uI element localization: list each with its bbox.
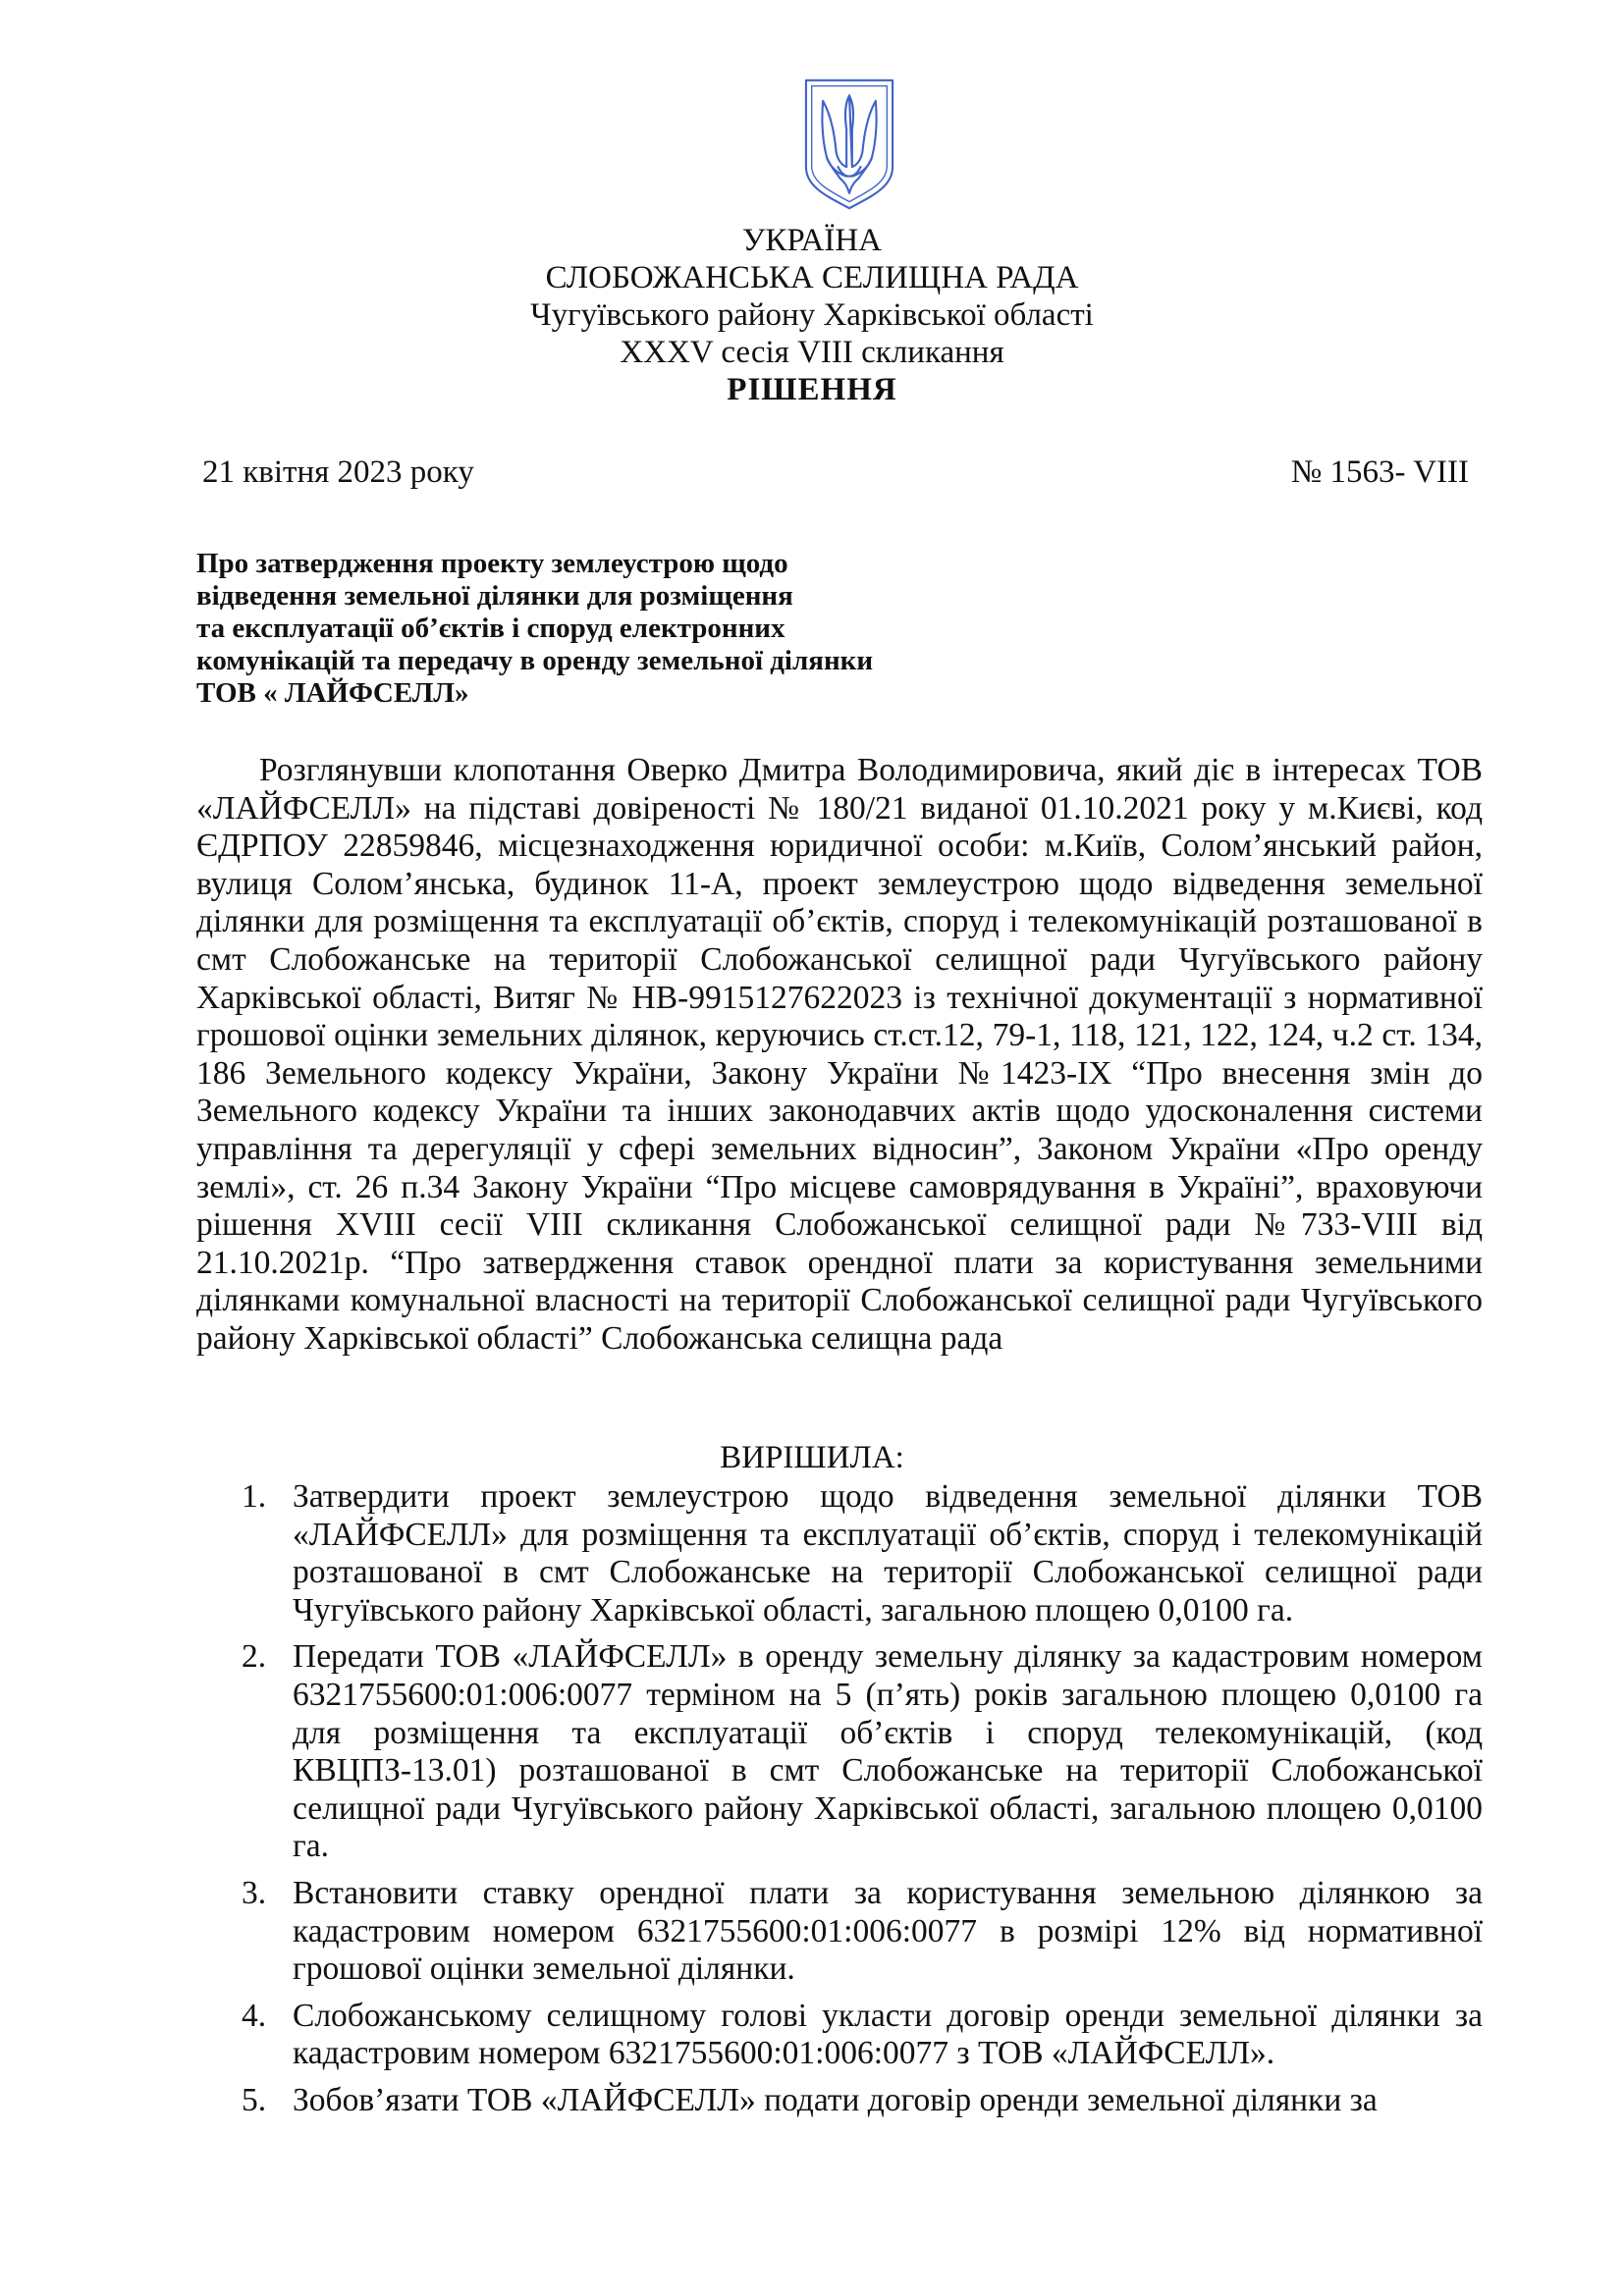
item-number: 3. (242, 1874, 267, 1911)
subject-line: комунікацій та передачу в оренду земельної ділянки (196, 645, 874, 676)
ukraine-trident-emblem-icon (802, 77, 896, 212)
document-type: РІШЕННЯ (727, 372, 897, 407)
decision-number: № 1563- VIII (1290, 454, 1469, 490)
subject-line: Про затвердження проекту землеустрою щодо (196, 548, 788, 579)
item-text: Зобов’язати ТОВ «ЛАЙФСЕЛЛ» подати договір оренди земельної ділянки за (293, 2081, 1378, 2118)
decision-date: 21 квітня 2023 року (202, 454, 474, 490)
subject-line: відведення земельної ділянки для розміщення (196, 580, 793, 612)
session-info: XXXV сесія VIII скликання (620, 335, 1004, 370)
decision-subject (196, 548, 1041, 710)
council-name: СЛОБОЖАНСЬКА СЕЛИЩНА РАДА (545, 260, 1079, 295)
item-number: 5. (242, 2081, 267, 2118)
resolution-item (196, 2082, 1483, 2120)
item-text: Передати ТОВ «ЛАЙФСЕЛЛ» в оренду земельну ділянку за кадастровим номером 6321755600:01:006:0077 терміном на 5 (п’ять) років загальною площею 0,0100 га для розміщення та експлуатації об’єктів і споруд телекомунікацій, (код КВЦПЗ-13.01) розташованої в смт Слобожанське на території Слобожанської селищної ради Чугуївського району Харківської області, загальною площею 0,0100 га. (293, 1638, 1483, 1865)
item-number: 1. (242, 1478, 267, 1515)
item-text: Затвердити проект землеустрою щодо відведення земельної ділянки ТОВ «ЛАЙФСЕЛЛ» для розміщення та експлуатації об’єктів, споруд і телекомунікацій розташованої в смт Слобожанське на території Слобожанської селищної ради Чугуївського району Харківської області, загальною площею 0,0100 га. (293, 1478, 1483, 1629)
item-number: 4. (242, 1997, 267, 2034)
item-text: Встановити ставку орендної плати за користування земельною ділянкою за кадастровим номером 6321755600:01:006:0077 в розмірі 12% від нормативної грошової оцінки земельної ділянки. (293, 1874, 1483, 1988)
document-header (0, 222, 1624, 408)
district-name: Чугуївського району Харківської області (530, 297, 1094, 333)
resolution-item (196, 1478, 1483, 1629)
item-text: Слобожанському селищному голові укласти договір оренди земельної ділянки за кадастровим номером 6321755600:01:006:0077 з ТОВ «ЛАЙФСЕЛЛ». (293, 1997, 1483, 2072)
preamble-paragraph: Розглянувши клопотання Оверко Дмитра Володимировича, який діє в інтересах ТОВ «ЛАЙФСЕЛЛ» на підставі довіреності № 180/21 виданої 01.10.2021 року у м.Києві, код ЄДРПОУ 22859846, місцезнаходження юридичної особи: м.Київ, Солом’янський район, вулиця Солом’янська, будинок 11-А, проект землеустрою щодо відведення земельної ділянки для розміщення та експлуатації об’єктів, споруд і телекомунікацій розташованої в смт Слобожанське на території Слобожанської селищної ради Чугуївського району Харківської області, Витяг № НВ-9915127622023 із технічної документації з нормативної грошової оцінки земельних ділянок, керуючись ст.ст.12, 79-1, 118, 121, 122, 124, ч.2 ст. 134, 186 Земельного кодексу України, Закону України №1423-IX “Про внесення змін до Земельного кодексу України та інших законодавчих актів щодо удосконалення системи управління та дерегуляції у сфері земельних відносин”, Законом України «Про оренду землі», ст. 26 п.34 Закону України “Про місцеве самоврядування в Україні”, враховуючи рішення XVIII сесії VIII скликання Слобожанської селищної ради №733-VIII від 21.10.2021р. “Про затвердження ставок орендної плати за користування земельними ділянками комунальної власності на території Слобожанської селищної ради Чугуївського району Харківської області” Слобожанська селищна рада (196, 752, 1483, 1357)
country-name: УКРАЇНА (742, 223, 882, 258)
resolution-items (196, 1478, 1483, 2129)
resolved-heading: ВИРІШИЛА: (720, 1440, 904, 1475)
resolution-item (196, 1875, 1483, 1989)
subject-line: та експлуатації об’єктів і споруд електронних (196, 613, 785, 644)
subject-line: ТОВ « ЛАЙФСЕЛЛ» (196, 677, 469, 709)
resolution-item (196, 1998, 1483, 2073)
resolution-item (196, 1638, 1483, 1866)
item-number: 2. (242, 1638, 267, 1676)
